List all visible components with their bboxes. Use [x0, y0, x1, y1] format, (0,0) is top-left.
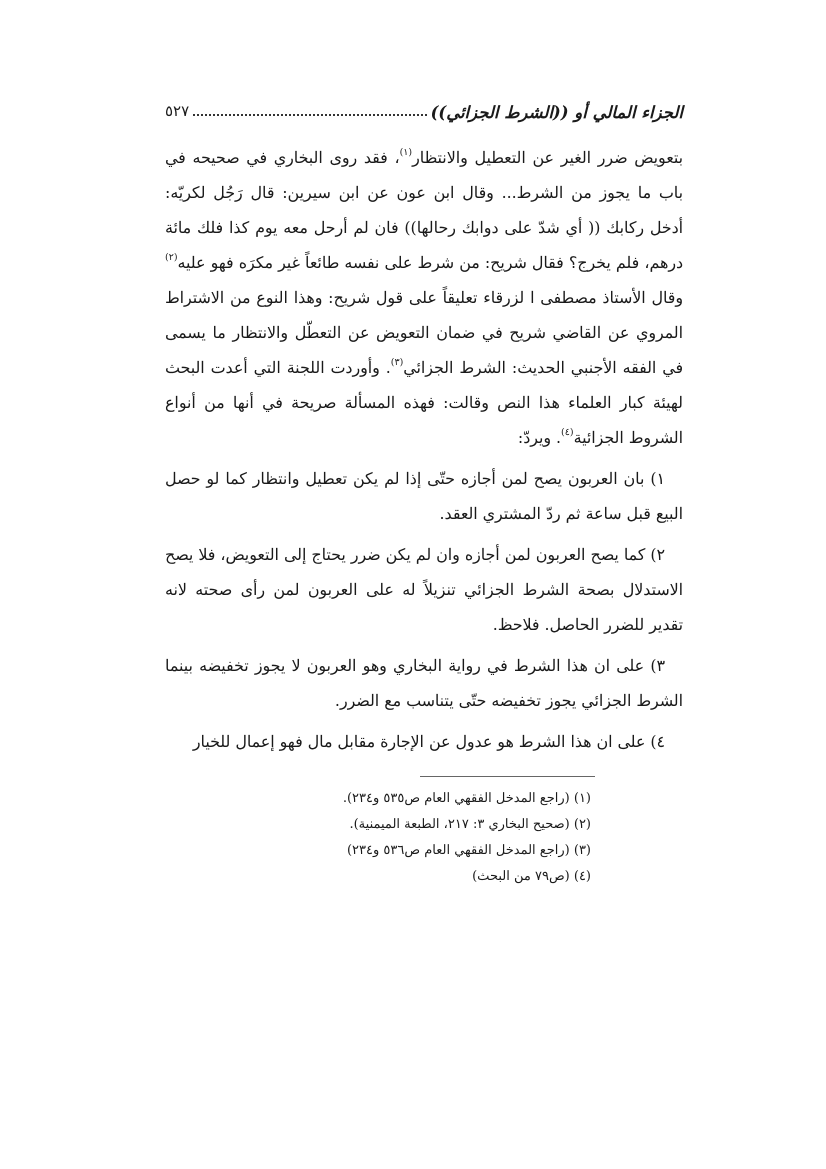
footnote-3: (٣) (راجع المدخل الفقهي العام ص٥٣٦ و٢٣٤): [346, 843, 591, 858]
body-paragraph: [165, 140, 683, 455]
footnote-ref-4[interactable]: (٤): [561, 427, 574, 438]
paragraph-text: . وأوردت اللجنة التي أعدت البحث لهيئة كبار العلماء هذا النص وقالت: فهذه المسألة صريحة في أنها من أنواع الشروط الجزائية: [165, 358, 683, 447]
footnote-ref-3[interactable]: (٣): [390, 357, 404, 368]
header-dot-leader: [193, 113, 426, 116]
page-number: ٥٢٧: [165, 102, 190, 120]
paragraph-text: ، فقد روى البخاري في صحيحه في باب ما يجوز من الشرط... وقال ابن عون عن ابن سيرين: قال رَجُل لكريّه: أدخل ركابك (( أي شدّ على دوابك رحالها)) فان لم أرحل معه يوم كذا فلك مائة درهم، فلم يخرج؟ فقال شريح: من شرط على نفسه طائعاً غير مكرَه فهو عليه: [165, 148, 683, 272]
footnote-ref-2[interactable]: (٢): [165, 252, 178, 263]
footnote-separator: [420, 776, 595, 777]
footnote-2: (٢) (صحيح البخاري ٣: ٢١٧، الطبعة الميمنية).: [349, 817, 591, 832]
numbered-item-2: ٢) كما يصح العربون لمن أجازه وان لم يكن ضرر يحتاج إلى التعويض، فلا يصح الاستدلال بصحة الشرط الجزائي تنزيلاً له على العربون لمن رأى صحته لانه تقدير للضرر الحاصل. فلاحظ.: [165, 545, 683, 634]
numbered-item-1: ١) بان العربون يصح لمن أجازه حتّى إذا لم يكن تعطيل وانتظار كما لو حصل البيع قبل ساعة ثم ردّ المشتري العقد.: [165, 469, 683, 523]
body-text: [165, 140, 683, 765]
document-page: [165, 0, 683, 1169]
numbered-item-3: ٣) على ان هذا الشرط في رواية البخاري وهو العربون لا يجوز تخفيضه بينما الشرط الجزائي يجوز تخفيضه حتّى يتناسب مع الضرر.: [165, 656, 683, 710]
footnote-4: (٤) (ص٧٩ من البحث): [472, 869, 591, 884]
paragraph-text: بتعويض ضرر الغير عن التعطيل والانتظار: [412, 148, 684, 167]
header-title: الجزاء المالي أو ((الشرط الجزائي)): [430, 103, 683, 122]
paragraph-text: . ويردّ:: [517, 428, 562, 447]
footnote-1: (١) (راجع المدخل الفقهي العام ص٥٣٥ و٢٣٤).: [342, 791, 591, 806]
running-header: [165, 88, 683, 122]
numbered-item-4: ٤) على ان هذا الشرط هو عدول عن الإجارة مقابل مال فهو إعمال للخيار: [192, 732, 665, 751]
footnotes: [165, 786, 591, 890]
paragraph-text: وقال الأستاذ مصطفى ا لزرقاء تعليقاً على قول شريح: وهذا النوع من الاشتراط المروي عن القاضي شريح في ضمان التعويض عن التعطّل والانتظار ما يسمى في الفقه الأجنبي الحديث: الشرط الجزائي: [165, 288, 683, 377]
footnote-ref-1[interactable]: (١): [399, 147, 413, 158]
